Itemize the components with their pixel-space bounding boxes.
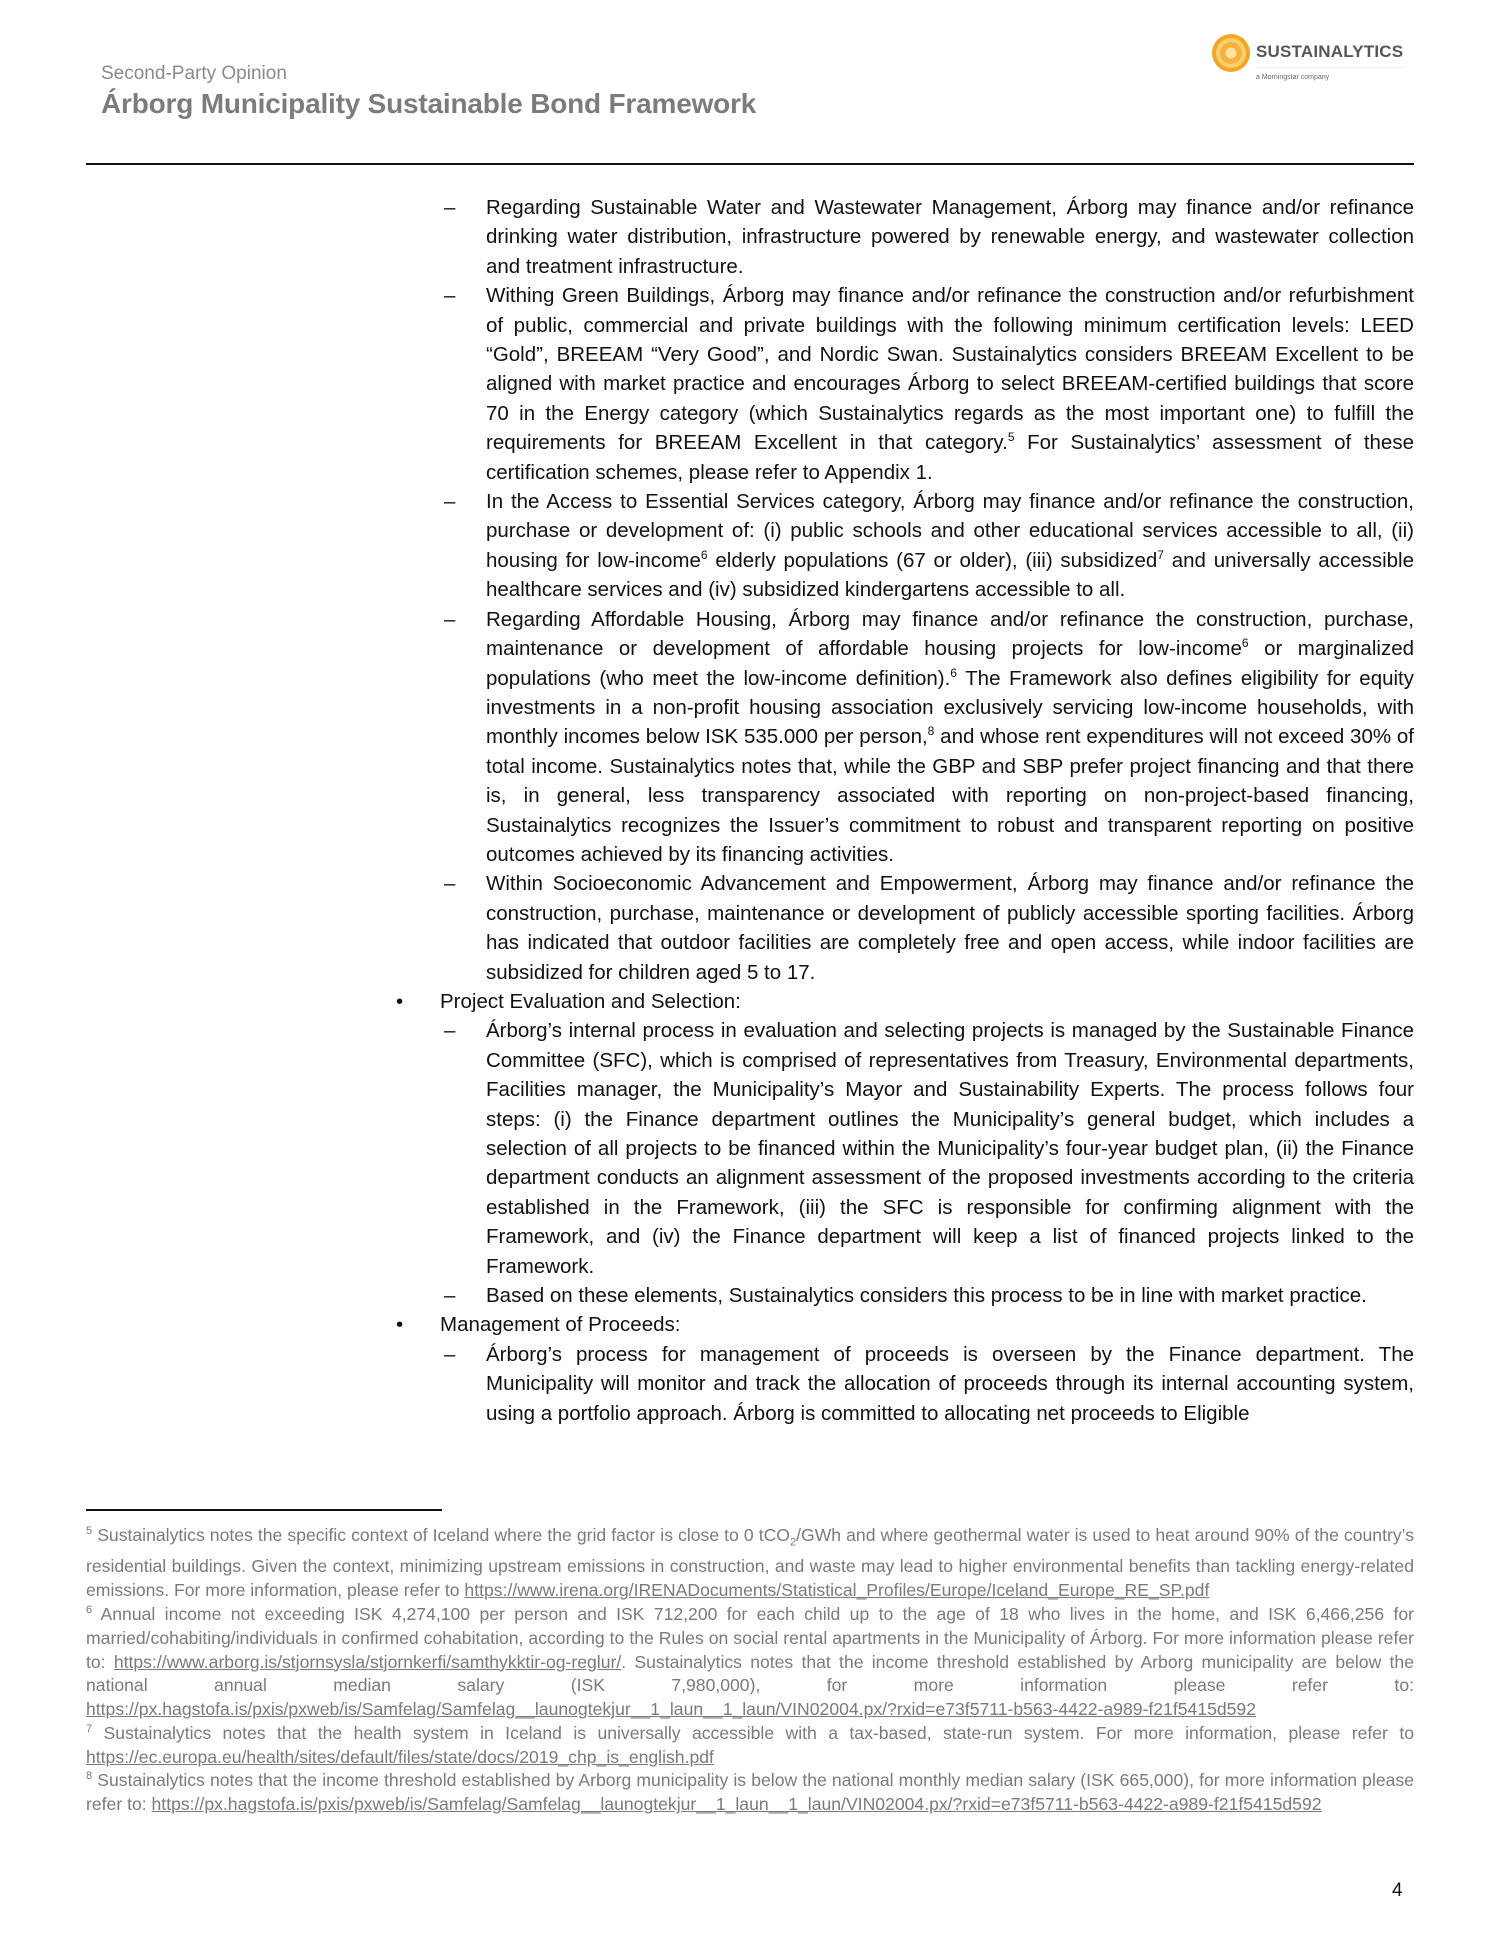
- footnote-number: 7: [86, 1723, 93, 1736]
- footnote-link[interactable]: https://www.arborg.is/stjornsysla/stjornkerfi/samthykktir-og-reglur/: [113, 1651, 622, 1672]
- list-item-text: elderly populations (67 or older), (iii) subsidized: [707, 548, 1158, 572]
- dash-marker: –: [444, 196, 456, 219]
- list-item-evaluation-conclusion: [390, 1281, 1414, 1310]
- footnote-text: Annual income not exceeding ISK 4,274,100 per person and ISK 712,200 for each child up to the age of 18 who lives in the home, and ISK 6,466,256 for married/cohabiting/individuals in confirmed cohabitation, according to the Rules on social rental apartments in the Municipality of Árborg. For more information please refer to:: [86, 1603, 1414, 1672]
- footnote-divider: [86, 1509, 442, 1511]
- footnote-number: 6: [86, 1604, 93, 1617]
- footnote-ref[interactable]: 6: [950, 665, 957, 680]
- footnote-text: Sustainalytics notes that the income threshold established by Arborg municipality is below the national monthly median salary (ISK 665,000), for more information please refer to:: [86, 1770, 1415, 1815]
- list-item-text: Within Socioeconomic Advancement and Empowerment, Árborg may finance and/or refinance the construction, purchase, maintenance or development of publicly accessible sporting facilities. Árborg has indicated that outdoor facilities are completely free and open access, while indoor facilities are subsidized for children aged 5 to 17.: [486, 872, 1414, 984]
- footnote-ref[interactable]: 6: [700, 548, 708, 563]
- body-text: [390, 193, 1414, 1428]
- list-item-text: Withing Green Buildings, Árborg may finance and/or refinance the construction and/or refurbishment of public, commercial and private buildings with the following minimum certification levels: LEED “Gold”, BREEAM “Very Good”, and Nordic Swan. Sustainalytics considers BREEAM Excellent to be aligned with market practice and encourages Árborg to select BREEAM-certified buildings that score 70 in the Energy category (which Sustainalytics regards as the most important one) to fulfill the requirements for BREEAM Excellent in that category.: [486, 284, 1414, 455]
- sustainalytics-logo-icon: [1212, 34, 1250, 72]
- logo-tagline: a Morningstar company: [1256, 74, 1330, 81]
- footnote-text: . Sustainalytics notes that the income threshold established by Arborg municipality are below the national annual median salary (ISK 7,980,000), for more information please refer to:: [86, 1651, 1414, 1696]
- footnote-text: Sustainalytics notes the specific context of Iceland where the grid factor is close to 0 tCO: [97, 1525, 790, 1545]
- sustainalytics-logo: [1212, 34, 1412, 94]
- list-item-text: For Sustainalytics’ assessment of these certification schemes, please refer to Appendix 1.: [486, 431, 1414, 484]
- list-item-text: and universally accessible healthcare services and (iv) subsidized kindergartens accessible to all.: [486, 548, 1415, 602]
- bullet-management-of-proceeds: [390, 1310, 1414, 1339]
- list-item-text: Based on these elements, Sustainalytics considers this process to be in line with market practice.: [486, 1284, 1367, 1308]
- footnote-text: /GWh and where geothermal water is used to heat around 90% of the country’s residential buildings. Given the context, minimizing upstream emissions in construction, and waste may lead to higher environmental benefits than tackling energy-related emissions. For more information, please refer to: [86, 1525, 1415, 1601]
- list-item-text: or marginalized populations (who meet the low-income definition).: [486, 637, 1414, 690]
- list-item-text: Regarding Affordable Housing, Árborg may finance and/or refinance the construction, purchase, maintenance or development of affordable housing projects for low-income: [486, 607, 1414, 661]
- list-item-text: Regarding Sustainable Water and Wastewater Management, Árborg may finance and/or refinance drinking water distribution, infrastructure powered by renewable energy, and wastewater collection and treatment infrastructure.: [486, 196, 1414, 278]
- document-subtitle: Second-Party Opinion: [101, 63, 287, 84]
- subscript: 2: [790, 1536, 797, 1549]
- list-item-text: Árborg’s process for management of proceeds is overseen by the Finance department. The Municipality will monitor and track the allocation of proceeds through its internal accounting system, using a portfolio approach. Árborg is committed to allocating net proceeds to Eligible: [486, 1342, 1414, 1425]
- list-item-essential-services: [390, 487, 1414, 605]
- footnote-5: [86, 1524, 1414, 1603]
- footnote-link[interactable]: https://www.irena.org/IRENADocuments/Statistical_Profiles/Europe/Iceland_Europe_RE_SP.pdf: [464, 1580, 1210, 1601]
- header-divider: [86, 163, 1414, 165]
- bullet-heading: Project Evaluation and Selection:: [440, 989, 741, 1013]
- footnotes: [86, 1524, 1414, 1817]
- dash-marker: –: [444, 872, 456, 896]
- footnote-link[interactable]: https://ec.europa.eu/health/sites/default/files/state/docs/2019_chp_is_english.pdf: [86, 1746, 714, 1767]
- document-title: Árborg Municipality Sustainable Bond Framework: [101, 88, 757, 119]
- list-item-socioeconomic: [390, 869, 1414, 987]
- footnote-link[interactable]: https://px.hagstofa.is/pxis/pxweb/is/Samfelag/Samfelag__launogtekjur__1_laun__1_laun/VIN02004.px/?rxid=e73f5711-b563-4422-a989-f21f5415d592: [86, 1699, 1257, 1720]
- dash-marker: –: [444, 490, 456, 514]
- list-item-affordable-housing: [390, 605, 1414, 870]
- list-item-proceeds-process: [390, 1340, 1414, 1428]
- bullet-heading: Management of Proceeds:: [440, 1313, 681, 1337]
- list-item-text: and whose rent expenditures will not exceed 30% of total income. Sustainalytics notes that, while the GBP and SBP prefer project financing and that there is, in general, less transparency associated with reporting on non-project-based financing, Sustainalytics recognizes the Issuer’s commitment to robust and transparent reporting on positive outcomes achieved by its financing activities.: [486, 725, 1414, 866]
- bullet-project-evaluation: [390, 987, 1414, 1016]
- list-item-water: [390, 193, 1414, 281]
- list-item-evaluation-process: [390, 1016, 1414, 1281]
- footnote-ref[interactable]: 6: [1241, 636, 1249, 651]
- bullet-marker: •: [396, 989, 404, 1013]
- logo-wordmark: SUSTAINALYTICS: [1256, 42, 1404, 61]
- logo-divider: [1256, 67, 1406, 68]
- list-item-text: Árborg’s internal process in evaluation and selecting projects is managed by the Sustainable Finance Committee (SFC), which is comprised of representatives from Treasury, Environmental departments, Facilities manager, the Municipality’s Mayor and Sustainability Experts. The process follows four steps: (i) the Finance department outlines the Municipality’s general budget, which includes a selection of all projects to be financed within the Municipality’s four-year budget plan, (ii) the Finance department conducts an alignment assessment of the proposed investments according to the criteria established in the Framework, (iii) the SFC is responsible for confirming alignment with the Framework, and (iv) the Finance department will keep a list of financed projects linked to the Framework.: [486, 1019, 1414, 1278]
- footnote-8: [86, 1769, 1414, 1817]
- bullet-marker: •: [396, 1313, 404, 1337]
- dash-marker: –: [444, 1342, 456, 1366]
- dash-marker: –: [444, 284, 456, 308]
- footnote-6: [86, 1603, 1414, 1722]
- footnote-number: 8: [86, 1770, 93, 1783]
- footnote-number: 5: [86, 1525, 93, 1538]
- footnote-ref[interactable]: 5: [1007, 430, 1015, 445]
- dash-marker: –: [444, 1284, 456, 1308]
- list-item-green-buildings: [390, 281, 1414, 487]
- list-item-text: The Framework also defines eligibility for equity investments in a non-profit housing association exclusively servicing low-income households, with monthly incomes below ISK 535.000 per person,: [486, 666, 1414, 749]
- page-number: 4: [1392, 1880, 1403, 1901]
- footnote-ref[interactable]: 7: [1157, 548, 1164, 563]
- dash-marker: –: [444, 607, 456, 631]
- list-item-text: In the Access to Essential Services category, Árborg may finance and/or refinance the construction, purchase or development of: (i) public schools and other educational services accessible to all, (ii) housing for low-income: [486, 490, 1414, 572]
- footnote-text: Sustainalytics notes that the health system in Iceland is universally accessible with a tax-based, state-run system. For more information, please refer to: [103, 1722, 1414, 1743]
- footnote-ref[interactable]: 8: [927, 724, 935, 739]
- dash-marker: –: [444, 1019, 456, 1043]
- footnote-link[interactable]: https://px.hagstofa.is/pxis/pxweb/is/Samfelag/Samfelag__launogtekjur__1_laun__1_laun/VIN02004.px/?rxid=e73f5711-b563-4422-a989-f21f5415d592: [151, 1794, 1322, 1815]
- footnote-7: [86, 1722, 1414, 1770]
